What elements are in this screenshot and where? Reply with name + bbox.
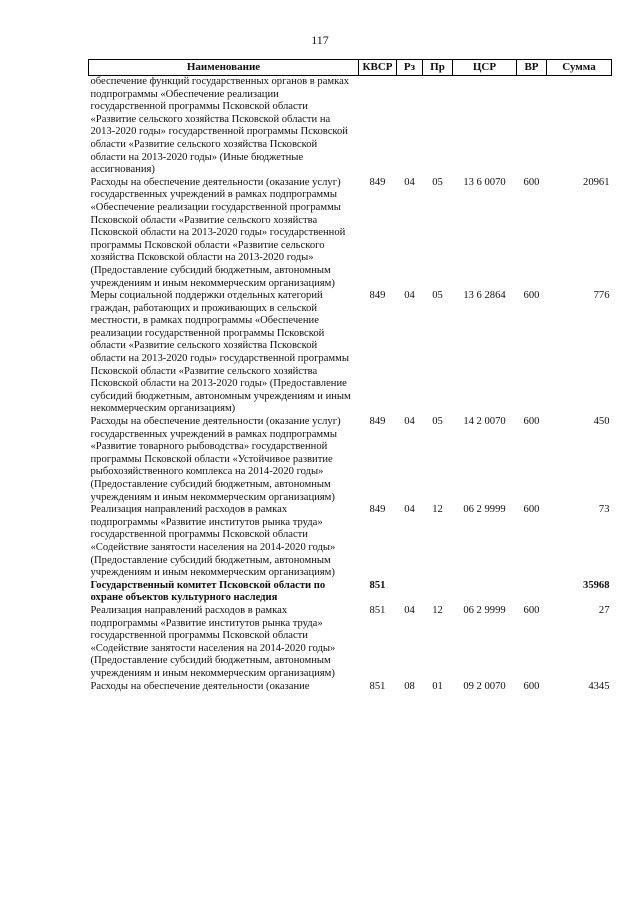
cell-sum: 776 (593, 290, 610, 302)
cell-sum: 73 (598, 504, 610, 516)
cell-rz: 04 (404, 416, 415, 428)
cell-rz: 04 (404, 504, 415, 516)
cell-csr (453, 76, 517, 177)
cell-kvsr: 851 (369, 579, 386, 591)
cell-vr: 600 (523, 176, 540, 188)
cell-rz: 08 (404, 680, 415, 692)
table-row (89, 605, 612, 681)
cell-csr: 06 2 9999 (463, 504, 506, 516)
table-row (89, 416, 612, 504)
cell-kvsr: 849 (369, 176, 386, 188)
cell-rz (397, 76, 423, 177)
cell-pr (423, 580, 453, 605)
budget-table (88, 59, 612, 693)
cell-csr: 13 6 2864 (463, 290, 506, 302)
cell-kvsr: 849 (369, 416, 386, 428)
cell-csr: 13 6 0070 (463, 176, 506, 188)
cell-csr: 14 2 0070 (463, 416, 506, 428)
cell-csr: 09 2 0070 (463, 680, 506, 692)
table-row (89, 580, 612, 605)
cell-pr: 05 (432, 416, 443, 428)
cell-sum: 4345 (588, 680, 610, 692)
cell-sum: 27 (598, 604, 610, 616)
cell-rz (397, 580, 423, 605)
page-number: 117 (311, 33, 329, 47)
header-vr: ВР (517, 60, 547, 76)
header-csr: ЦСР (453, 60, 517, 76)
cell-csr: 06 2 9999 (463, 604, 506, 616)
cell-rz: 04 (404, 176, 415, 188)
cell-pr: 05 (432, 290, 443, 302)
cell-rz: 04 (404, 604, 415, 616)
table-row (89, 681, 612, 694)
cell-kvsr: 851 (369, 604, 386, 616)
table-row (89, 504, 612, 580)
cell-vr: 600 (523, 290, 540, 302)
cell-vr (517, 76, 547, 177)
table-row (89, 177, 612, 290)
cell-name: Государственный комитет Псковской области по охране объектов культурного наследия (90, 579, 326, 604)
cell-sum: 20961 (583, 176, 610, 188)
cell-sum (547, 76, 612, 177)
table-row (89, 76, 612, 177)
cell-rz: 04 (404, 290, 415, 302)
cell-sum: 450 (593, 416, 610, 428)
cell-vr: 600 (523, 416, 540, 428)
cell-sum: 35968 (583, 579, 610, 591)
header-name: Наименование (89, 60, 359, 76)
cell-csr (453, 580, 517, 605)
cell-pr (423, 76, 453, 177)
cell-name: Реализация направлений расходов в рамках подпрограммы «Развитие институтов рынка труда» государственной программы Псковской области «Содействие занятости населения на 2014-2020 годы» (Предоставление субсидий бюджетным, автономным учреждениям и иным некоммерческим организациям) (90, 504, 336, 579)
cell-kvsr (359, 76, 397, 177)
header-pr: Пр (423, 60, 453, 76)
cell-kvsr: 849 (369, 504, 386, 516)
cell-name: Расходы на обеспечение деятельности (оказание услуг) государственных учреждений в рамках подпрограммы «Обеспечение реализации государственной программы Псковской области «Развитие сельского хозяйства Псковской области на 2013-2020 годы» государственной программы Псковской области «Развитие сельского хозяйства Псковской области на 2013-2020 годы» (Предоставление субсидий бюджетным, автономным учреждениям и иным некоммерческим организациям) (90, 176, 346, 289)
cell-name: Реализация направлений расходов в рамках подпрограммы «Развитие институтов рынка труда» государственной программы Псковской области «Содействие занятости населения на 2014-2020 годы» (Предоставление субсидий бюджетным, автономным учреждениям и иным некоммерческим организациям) (90, 604, 336, 679)
cell-pr: 12 (432, 604, 443, 616)
cell-pr: 05 (432, 176, 443, 188)
header-sum: Сумма (547, 60, 612, 76)
cell-vr: 600 (523, 604, 540, 616)
cell-vr: 600 (523, 680, 540, 692)
cell-name: Расходы на обеспечение деятельности (оказание (90, 680, 310, 692)
cell-name: Расходы на обеспечение деятельности (оказание услуг) государственных учреждений в рамках подпрограммы «Развитие товарного рыбоводства» государственной программы Псковской области «Устойчивое развитие рыбохозяйственного комплекса на 2014-2020 годы» (Предоставление субсидий бюджетным, автономным учреждениям и иным некоммерческим организациям) (90, 416, 341, 503)
header-kvsr: КВСР (359, 60, 397, 76)
table-row (89, 290, 612, 416)
table-header-row (89, 60, 612, 76)
cell-kvsr: 851 (369, 680, 386, 692)
table-body (89, 76, 612, 694)
cell-name: обеспечение функций государственных органов в рамках подпрограммы «Обеспечение реализации государственной программы Псковской области «Развитие сельского хозяйства Псковской области на 2013-2020 годы» государственной программы Псковской области «Развитие сельского хозяйства Псковской области на 2013-2020 годы» (Иные бюджетные ассигнования) (90, 76, 350, 176)
cell-vr (517, 580, 547, 605)
cell-name: Меры социальной поддержки отдельных категорий граждан, работающих и проживающих в сельской местности, в рамках подпрограммы «Обеспечение реализации государственной программы Псковской области «Развитие сельского хозяйства Псковской области на 2013-2020 годы» государственной программы Псковской области «Развитие сельского хозяйства Псковской области на 2013-2020 годы» (Предоставление субсидий бюджетным, автономным учреждениям и иным некоммерческим организациям) (90, 290, 351, 415)
cell-pr: 12 (432, 504, 443, 516)
cell-vr: 600 (523, 504, 540, 516)
cell-pr: 01 (432, 680, 443, 692)
header-rz: Рз (397, 60, 423, 76)
cell-kvsr: 849 (369, 290, 386, 302)
